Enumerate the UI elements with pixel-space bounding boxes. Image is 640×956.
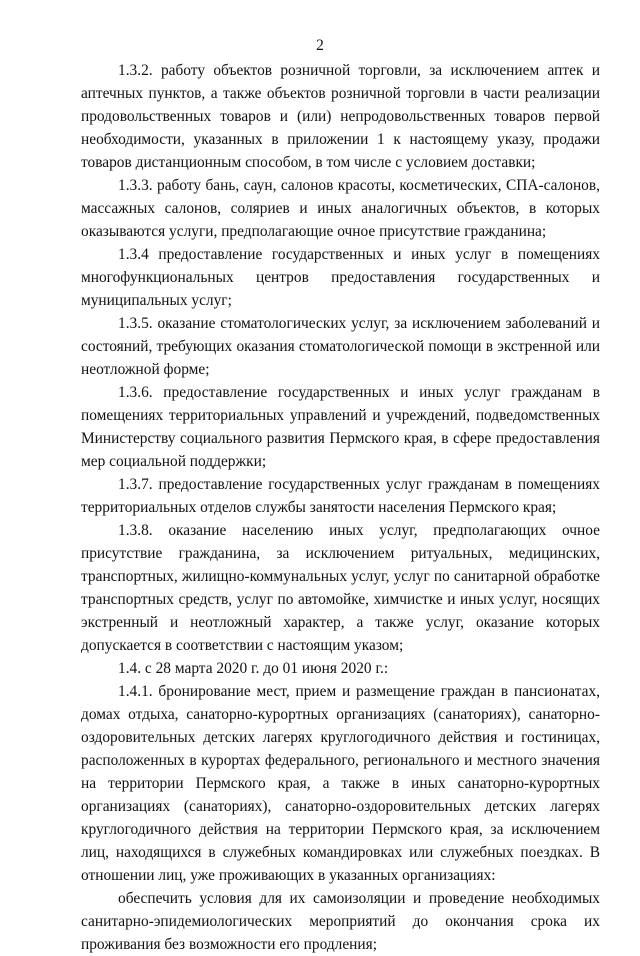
page-number: 2 — [316, 37, 324, 54]
document-body — [81, 59, 600, 956]
paragraph-1-3-6: 1.3.6. предоставление государственных и иных услуг гражданам в помещениях территориальных управлений и учреждений, подведомственных Министерству социального развития Пермского края, в сфере предоставления мер социальной поддержки; — [81, 384, 600, 470]
paragraph-1-3-5: 1.3.5. оказание стоматологических услуг, за исключением заболеваний и состояний, требующих оказания стоматологической помощи в экстренной или неотложной форме; — [81, 315, 600, 378]
paragraph-1-3-2: 1.3.2. работу объектов розничной торговли, за исключением аптек и аптечных пунктов, а также объектов розничной торговли в части реализации продовольственных товаров и (или) непродовольственных товаров первой необходимости, указанных в приложении 1 к настоящему указу, продажи товаров дистанционным способом, в том числе с условием доставки; — [81, 62, 600, 171]
paragraph-1-3-3: 1.3.3. работу бань, саун, салонов красоты, косметических, СПА-салонов, массажных салонов, соляриев и иных аналогичных объектов, в которых оказываются услуги, предполагающие очное присутствие гражданина; — [81, 177, 600, 240]
paragraph-self-isolation: обеспечить условия для их самоизоляции и проведение необходимых санитарно-эпидемиологических мероприятий до окончания срока их проживания без возможности его продления; — [81, 890, 600, 953]
paragraph-1-3-7: 1.3.7. предоставление государственных услуг гражданам в помещениях территориальных отделов службы занятости населения Пермского края; — [81, 476, 600, 516]
paragraph-1-4: 1.4. с 28 марта 2020 г. до 01 июня 2020 г.: — [118, 660, 389, 677]
paragraph-1-3-8: 1.3.8. оказание населению иных услуг, предполагающих очное присутствие гражданина, за исключением ритуальных, медицинских, транспортных, жилищно-коммунальных услуг, услуг по санитарной обработке транспортных средств, услуг по автомойке, химчистке и иных услуг, носящих экстренный и неотложный характер, а также услуг, оказание которых допускается в соответствии с настоящим указом; — [81, 522, 600, 654]
paragraph-1-3-4: 1.3.4 предоставление государственных и иных услуг в помещениях многофункциональных центров предоставления государственных и муниципальных услуг; — [81, 246, 600, 309]
paragraph-1-4-1: 1.4.1. бронирование мест, прием и размещение граждан в пансионатах, домах отдыха, санаторно-курортных организациях (санаториях), санаторно-оздоровительных детских лагерях круглогодичного действия и гостиницах, расположенных в курортах федерального, регионального и местного значения на территории Пермского края, а также в иных санаторно-курортных организациях (санаториях), санаторно-оздоровительных детских лагерях круглогодичного действия на территории Пермского края, за исключением лиц, находящихся в служебных командировках или служебных поездках. В отношении лиц, уже проживающих в указанных организациях: — [81, 683, 600, 884]
